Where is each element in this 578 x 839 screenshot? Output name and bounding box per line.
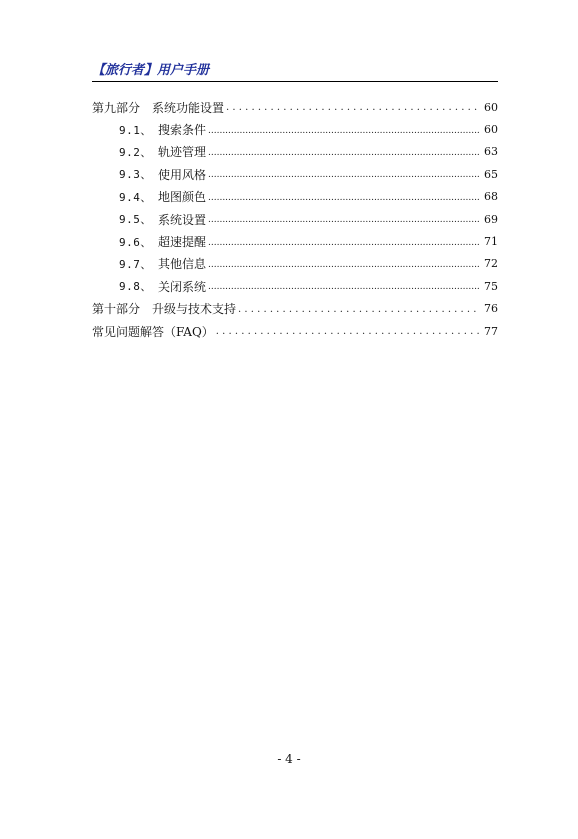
page-header (92, 61, 498, 82)
toc-entry-number: 9.4、 (119, 190, 152, 204)
dot-leader (208, 257, 480, 271)
toc-entry-label: 升级与技术支持 (152, 302, 237, 317)
toc-entry-label: 地图颜色 (158, 190, 207, 205)
dot-leader (208, 123, 480, 137)
toc-entry-9-2[interactable] (92, 141, 498, 163)
toc-entry-page: 69 (484, 212, 498, 226)
toc-entry-label: 搜索条件 (158, 123, 207, 138)
table-of-contents (92, 96, 498, 342)
toc-entry-number: 9.6、 (119, 235, 152, 249)
dot-leader (208, 190, 480, 204)
toc-entry-part-10[interactable] (92, 298, 498, 320)
toc-entry-number: 第十部分 (92, 302, 141, 317)
page-number: - 4 - (277, 752, 301, 766)
toc-entry-9-5[interactable] (92, 208, 498, 230)
document-title: 【旅行者】用户手册 (92, 63, 210, 78)
toc-entry-number: 9.3、 (119, 168, 152, 182)
dot-leader (216, 324, 480, 338)
dot-leader (238, 302, 480, 316)
dot-leader (208, 235, 480, 249)
toc-entry-faq[interactable] (92, 320, 498, 342)
toc-entry-page: 63 (484, 145, 498, 159)
toc-entry-label: 其他信息 (158, 257, 207, 272)
toc-entry-label: 系统功能设置 (152, 100, 225, 115)
toc-entry-number: 第九部分 (92, 100, 141, 115)
toc-entry-page: 68 (484, 190, 498, 204)
toc-entry-9-8[interactable] (92, 275, 498, 297)
toc-entry-number: 9.5、 (119, 213, 152, 227)
toc-entry-page: 72 (484, 257, 498, 271)
toc-entry-label: 超速提醒 (158, 235, 207, 250)
toc-entry-page: 71 (484, 235, 498, 249)
toc-entry-page: 76 (484, 302, 498, 316)
toc-entry-page: 60 (484, 123, 498, 137)
toc-entry-9-7[interactable] (92, 253, 498, 275)
toc-entry-number: 9.7、 (119, 257, 152, 271)
dot-leader (226, 100, 480, 114)
toc-entry-9-1[interactable] (92, 118, 498, 140)
toc-entry-number: 9.2、 (119, 145, 152, 159)
toc-entry-part-9[interactable] (92, 96, 498, 118)
toc-entry-label: 常见问题解答（FAQ） (92, 324, 214, 339)
toc-entry-page: 75 (484, 279, 498, 293)
dot-leader (208, 279, 480, 293)
toc-entry-9-3[interactable] (92, 163, 498, 185)
toc-entry-label: 系统设置 (158, 212, 207, 227)
toc-entry-label: 使用风格 (158, 167, 207, 182)
dot-leader (208, 167, 480, 181)
dot-leader (208, 212, 480, 226)
toc-entry-label: 轨迹管理 (158, 145, 207, 160)
toc-entry-label: 关闭系统 (158, 279, 207, 294)
toc-entry-page: 60 (484, 100, 498, 114)
dot-leader (208, 145, 480, 159)
toc-entry-number: 9.1、 (119, 123, 152, 137)
toc-entry-9-4[interactable] (92, 186, 498, 208)
toc-entry-page: 65 (484, 167, 498, 181)
toc-entry-page: 77 (484, 324, 498, 338)
toc-entry-number: 9.8、 (119, 280, 152, 294)
toc-entry-9-6[interactable] (92, 230, 498, 252)
